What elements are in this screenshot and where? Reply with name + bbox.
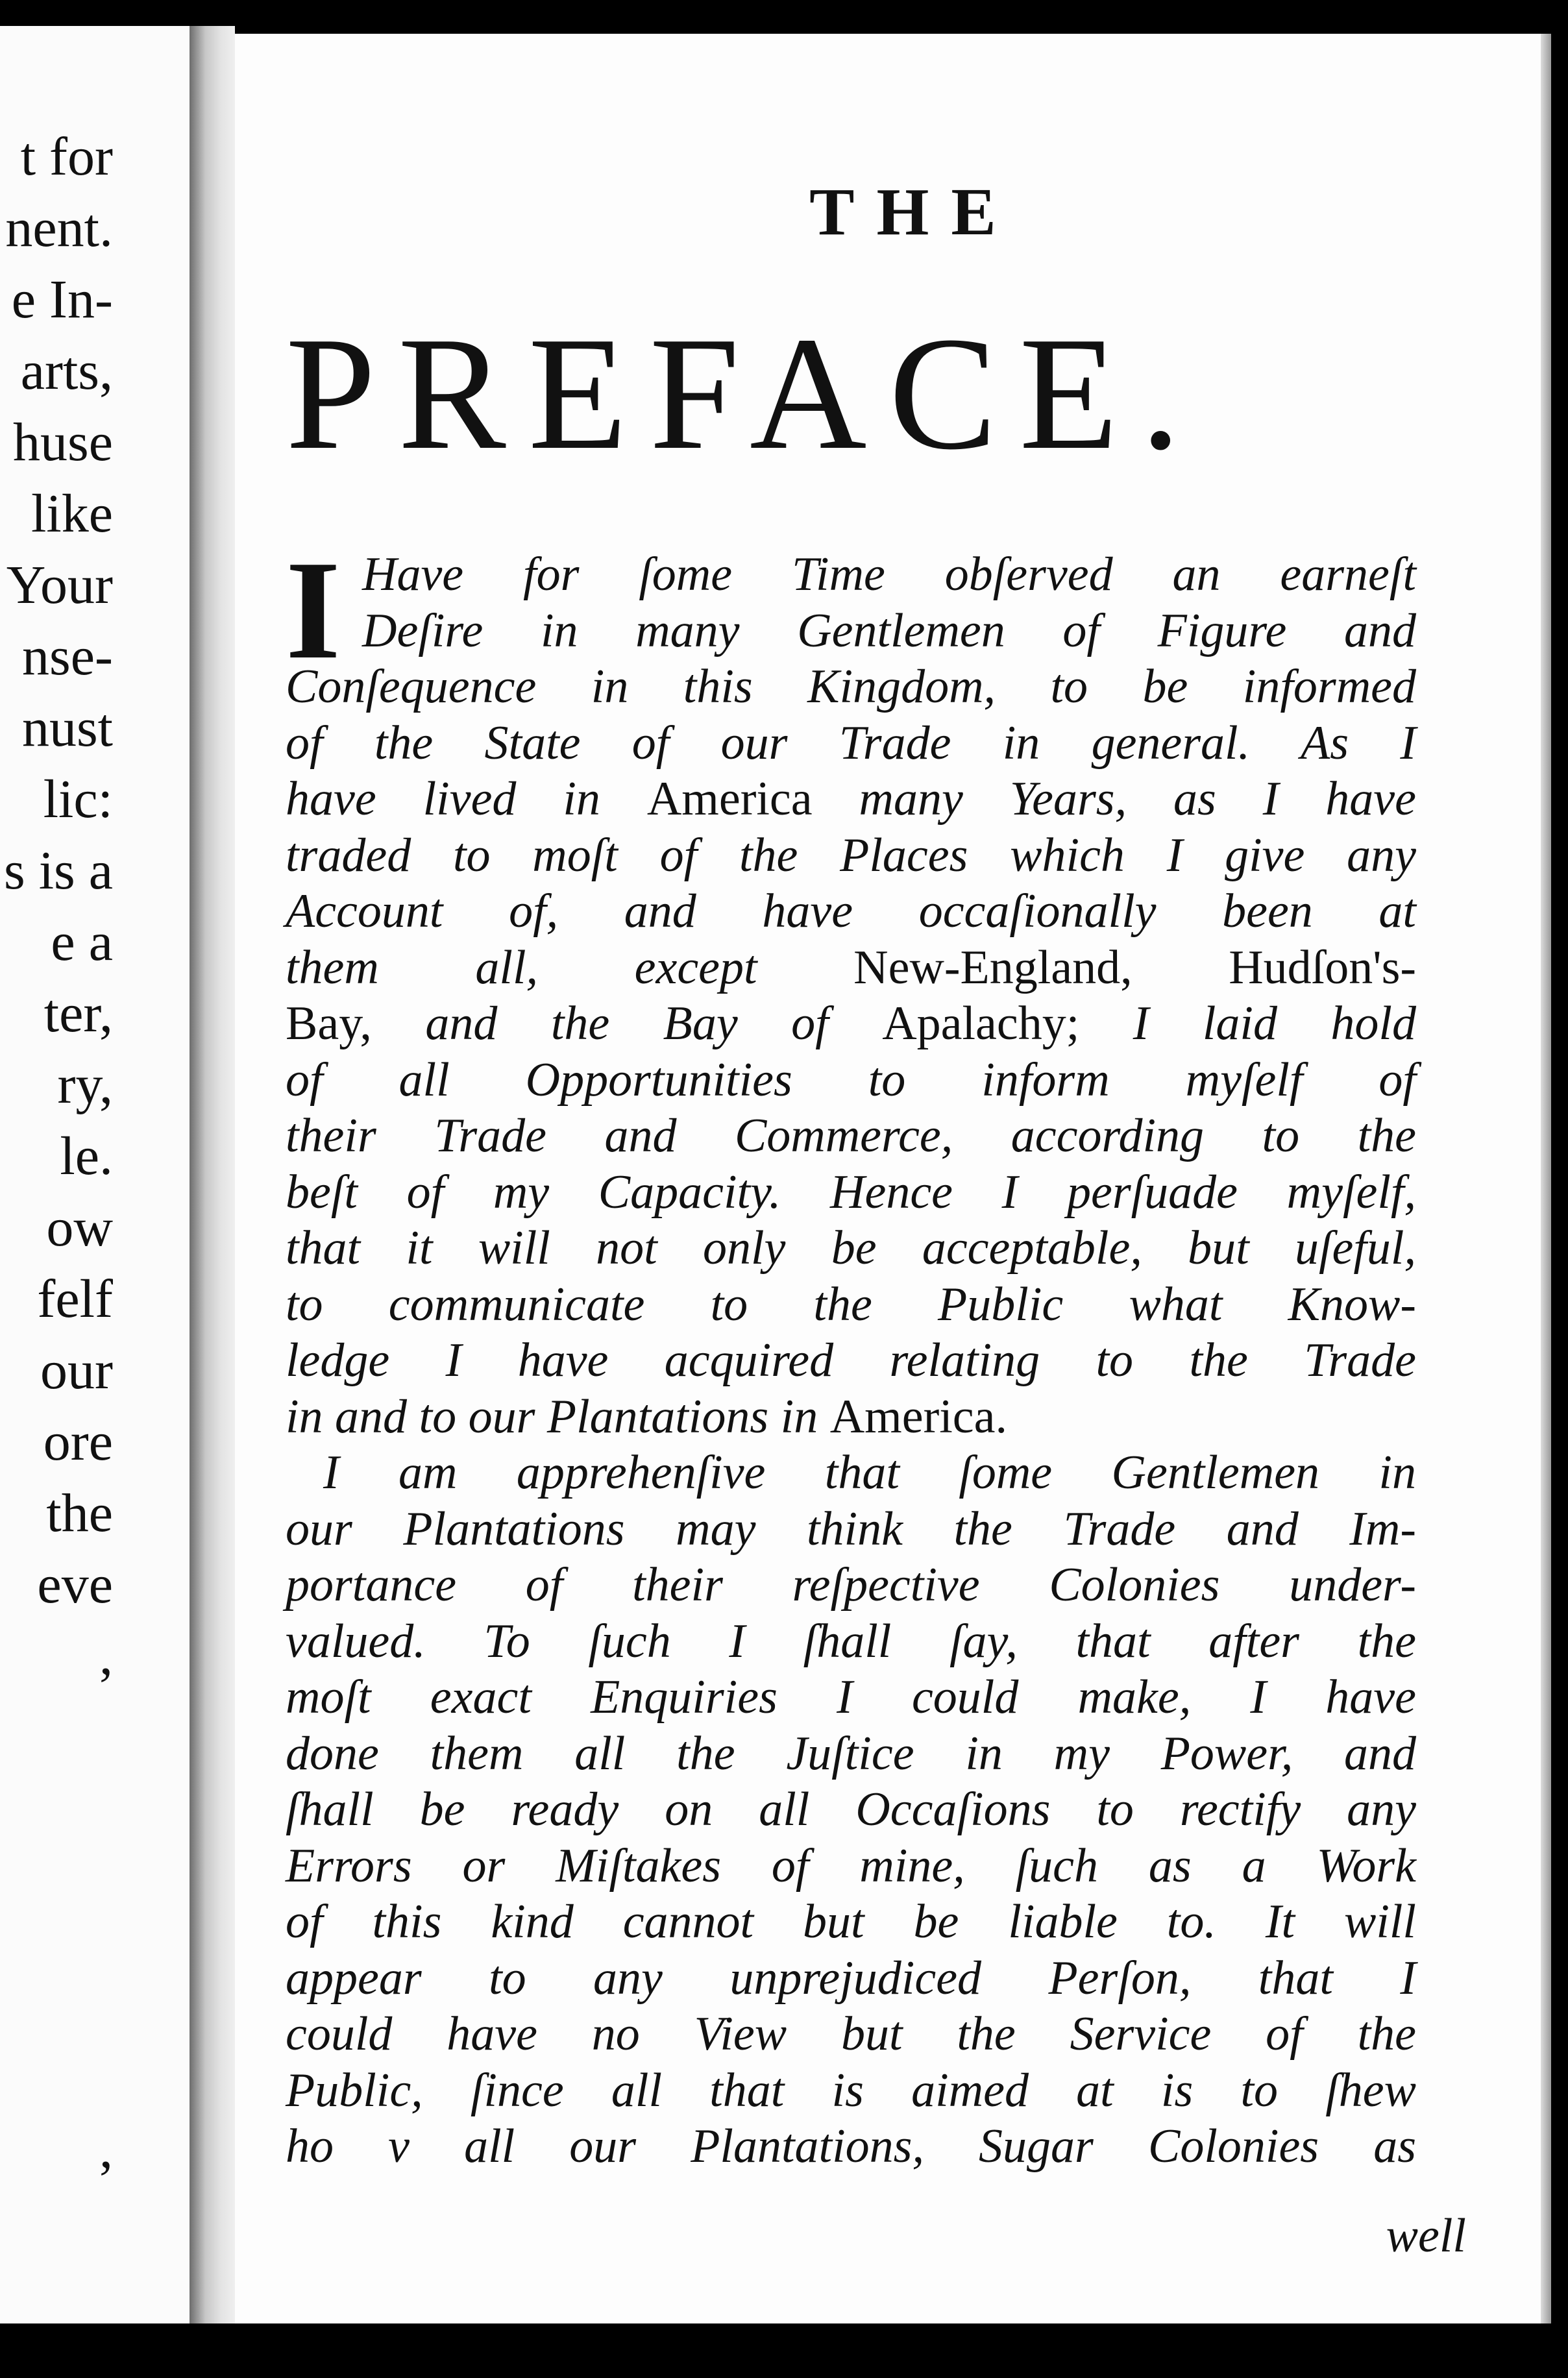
preface-line: I am apprehenſive that ſome Gentlemen in [323, 1446, 1416, 1499]
preface-line: Conſequence in this Kingdom, to be informed [286, 660, 1416, 713]
preface-line: ſhall be ready on all Occaſions to rectify any [286, 1783, 1416, 1836]
preface-line-part: many Years, as I have [812, 772, 1416, 826]
left-page-line: e a [51, 912, 113, 972]
left-page-line: le. [60, 1126, 113, 1186]
left-page-line: arts, [20, 341, 113, 401]
left-page-line: like [31, 484, 113, 544]
preface-line: ledge I have acquired relating to the Trade [286, 1334, 1416, 1387]
preface-line [286, 1389, 1416, 1445]
catchword: well [1386, 2209, 1466, 2262]
preface-line: of this kind cannot but be liable to. It will [286, 1895, 1416, 1948]
left-page-line: ter, [43, 983, 113, 1044]
heading-the: THE [809, 175, 1018, 249]
preface-line-part: America. [829, 1390, 1007, 1443]
preface-line: done them all the Juſtice in my Power, and [286, 1726, 1416, 1780]
left-page-fragment [0, 26, 190, 2323]
left-page-line: nust [21, 698, 113, 758]
left-page-line: lic: [43, 769, 113, 829]
preface-line: our Plantations may think the Trade and Im- [286, 1502, 1416, 1556]
left-page-line: eve [37, 1554, 113, 1615]
preface-line [286, 996, 1416, 1051]
left-page-line: our [40, 1340, 113, 1401]
preface-line: could have no View but the Service of the [286, 2007, 1416, 2061]
preface-line: portance of their reſpective Colonies under- [286, 1558, 1416, 1612]
left-page-line: Your [6, 555, 113, 615]
preface-line-part: New-England, Hudſon's- [853, 940, 1417, 994]
left-page-line: ore [43, 1412, 113, 1472]
drop-cap: I [286, 532, 341, 689]
preface-line-part: and the Bay of [425, 997, 883, 1050]
preface-line: valued. To ſuch I ſhall ſay, that after the [286, 1614, 1416, 1668]
left-page-line: ry, [57, 1055, 113, 1115]
preface-line [286, 940, 1416, 996]
preface-line: to communicate to the Public what Know- [286, 1277, 1416, 1331]
left-page-line: , [99, 1626, 113, 1686]
preface-line-part: them all, except [286, 940, 854, 994]
left-page-line: , [99, 2119, 113, 2179]
book-gutter [190, 26, 235, 2323]
preface-line-part: Apalachy; [882, 997, 1080, 1050]
right-page [235, 34, 1541, 2323]
preface-line: beſt of my Capacity. Hence I perſuade myſelf, [286, 1165, 1416, 1219]
preface-line: moſt exact Enquiries I could make, I have [286, 1671, 1416, 1724]
preface-line: Deſire in many Gentlemen of Figure and [362, 604, 1416, 657]
preface-line-part: Bay, [286, 997, 426, 1050]
preface-line-part: I laid hold [1079, 997, 1416, 1050]
preface-line: Account of, and have occaſionally been at [286, 885, 1416, 938]
preface-line: of the State of our Trade in general. As I [286, 716, 1416, 770]
preface-line-part: have lived in [286, 772, 647, 826]
preface-line: Errors or Miſtakes of mine, ſuch as a Work [286, 1839, 1416, 1893]
left-page-line: nent. [5, 198, 113, 258]
left-page-line: felf [37, 1269, 113, 1329]
preface-line [286, 771, 1416, 827]
left-page-line: huse [13, 412, 113, 472]
left-page-line: e In- [11, 269, 113, 330]
left-page-line: ow [46, 1197, 113, 1258]
heading-preface: PREFACE. [286, 304, 1203, 484]
preface-line: of all Opportunities to inform myſelf of [286, 1053, 1416, 1107]
preface-line: Have for ſome Time obſerved an earneſt [362, 548, 1416, 601]
preface-line: Public, ſince all that is aimed at is to ſhew [286, 2063, 1416, 2117]
left-page-line: the [46, 1483, 113, 1543]
preface-line-part: America [646, 772, 813, 826]
preface-line: that it will not only be acceptable, but uſeful, [286, 1221, 1416, 1275]
preface-line-part: in and to our Plantations in [286, 1390, 830, 1443]
preface-line: their Trade and Commerce, according to the [286, 1109, 1416, 1162]
left-page-line: s is a [4, 840, 113, 901]
preface-line: traded to moſt of the Places which I give any [286, 828, 1416, 882]
left-page-line: nse- [22, 626, 113, 687]
preface-line: ho v all our Plantations, Sugar Colonies as [286, 2120, 1416, 2173]
left-page-line: t for [20, 127, 113, 187]
preface-line: appear to any unprejudiced Perſon, that I [286, 1951, 1416, 2005]
page-edge [1541, 34, 1551, 2323]
